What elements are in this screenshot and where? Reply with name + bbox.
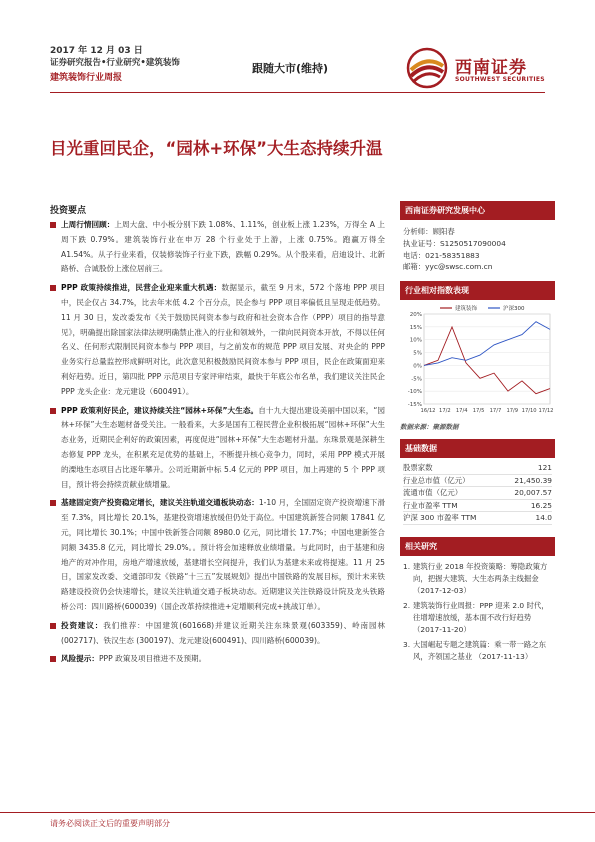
relative-index-chart	[400, 300, 555, 420]
section-title-key-points: 投资要点	[50, 206, 87, 216]
basic-data-label: 流通市值（亿元）	[403, 488, 463, 498]
x-tick-label: 17/2	[439, 408, 451, 415]
plot-frame	[424, 314, 550, 404]
y-tick-label: -10%	[407, 389, 422, 396]
key-point-lead: 风险提示：	[61, 654, 99, 664]
key-point-lead: 上周行情回顾：	[61, 220, 115, 229]
basic-data-value: 16.25	[530, 500, 552, 510]
footer-divider	[0, 812, 595, 813]
analyst-line: 分析师：顾阳春	[403, 227, 455, 236]
analyst-info	[400, 220, 555, 281]
series-line-0	[424, 327, 550, 394]
basic-data-row	[403, 500, 552, 513]
company-logo	[405, 45, 555, 91]
sidebar	[400, 201, 555, 671]
x-tick-label: 17/5	[472, 408, 485, 415]
basic-data-value: 21,450.39	[514, 475, 552, 485]
basic-data-label: 行业总市值（亿元）	[403, 475, 470, 485]
key-point-text: 我们推荐：中国建筑(601668)并建议近期关注东珠景观(603359)、岭南园林 (002717)、铁汉生态 (300197)、龙元建设(600491)、四川路桥(600039)。	[61, 620, 386, 645]
y-tick-label: 10%	[409, 337, 422, 344]
header-divider	[50, 92, 545, 93]
key-point-text: PPP 政策及项目推进不及预期。	[98, 654, 207, 664]
key-point-lead: 基建固定资产投资稳定增长，建议关注轨道交通板块动态：	[61, 498, 259, 508]
key-point-paragraph	[50, 652, 385, 667]
bullet-square-icon	[50, 222, 56, 228]
report-date: 2017 年 12 月 03 日	[50, 46, 143, 56]
key-point-text: 自十九大提出建设美丽中国以来，“园林+环保”大生态题材备受关注。一般看来，大多是国有工程民营企业积极拓展“园林+环保”大生态业务，近期民企利好的政策因素，再度促进“园林+环保”大生态题材升温。东珠景观是深耕生态修复 PPP 龙头，在积累充足优势的基础上，不断提升核心竞争力，同时，采用 PPP 模式开展的溧地生态项目占比逐年攀升。公司近期新中标 5.4 亿元的 PPP 项目，加上再建的 5 个 PPP 项目，预计将会持续贡献业绩增量。	[61, 405, 385, 489]
footer-disclaimer[interactable]: 请务必阅读正文后的重要声明部分	[50, 819, 170, 828]
y-tick-label: 20%	[409, 312, 422, 319]
related-research-text: 大国崛起专题之建筑篇：乘一带一路之东风，齐领国之基业 （2017-11-13）	[413, 639, 547, 661]
bullet-square-icon	[50, 408, 56, 414]
basic-data-label: 股票家数	[403, 463, 433, 473]
chart-svg	[400, 300, 555, 418]
y-tick-label: -15%	[407, 402, 422, 409]
related-research-text: 建筑行业 2018 年投资策略：筹隐政策方向，把握大建筑、大生态两条主线掘金 （2017-12-03）	[413, 561, 548, 595]
y-tick-label: 5%	[413, 350, 422, 357]
basic-data-row	[403, 487, 552, 500]
key-point-paragraph	[50, 404, 385, 493]
related-research-text: 建筑装饰行业周报：PPP 迎来 2.0 时代，往增增速放缓，基本面不改行好趋势 （2017-11-20）	[413, 600, 549, 634]
x-tick-label: 17/10	[521, 408, 537, 415]
key-point-lead: 投资建议：	[61, 620, 104, 630]
bullet-square-icon	[50, 623, 56, 629]
x-tick-label: 16/12	[420, 408, 436, 415]
related-research-item[interactable]	[403, 561, 552, 597]
related-research-item[interactable]	[403, 639, 552, 663]
basic-data-header: 基础数据	[400, 439, 555, 458]
y-tick-label: -5%	[411, 376, 422, 383]
x-tick-label: 17/7	[489, 408, 502, 415]
chart-header: 行业相对指数表现	[400, 281, 555, 300]
basic-data-value: 121	[537, 463, 552, 473]
key-point-paragraph	[50, 281, 385, 399]
analyst-line: 邮箱：yyc@swsc.com.cn	[403, 262, 493, 272]
legend-label: 沪深300	[503, 306, 525, 313]
related-research-number: 3.	[403, 639, 411, 649]
related-research-header: 相关研究	[400, 537, 555, 556]
key-point-paragraph	[50, 496, 385, 614]
y-tick-label: 0%	[413, 363, 422, 370]
research-center-header: 西南证券研究发展中心	[400, 201, 555, 220]
related-research-list	[400, 556, 555, 671]
x-tick-label: 17/9	[506, 408, 519, 415]
key-point-text: 上周大盘、中小板分别下跌 1.08%、1.11%，创业板上涨 1.23%，万得全 A 上周下跌 0.79%。建筑装饰行业在申万 28 个行业处于上游，上涨 0.75%。跑赢万得全 A1.54%。从子行业来看，仅装修装饰子行业下跌，跌幅 0.29%。从个股来看，启迪设计、北新路桥、合诚股份上涨位居前三。	[61, 220, 386, 274]
chart-source: 数据来源：聚源数据	[400, 423, 459, 432]
series-line-1	[424, 322, 550, 366]
key-point-text: 数据显示，截至 9 月末，572 个落地 PPP 项目中，民企仅占 34.7%，比去年末低 4.2 个百分点，民企参与 PPP 项目率偏低且呈现走低趋势。11 月 30 日，发改委发布《关于鼓励民间资本参与政府和社会资本合作（PPP）项目的指导意见》，明确提出除国家法律法规明确禁止准入的行业和领域外，一律向民间资本开放，不得以任何名义、任何形式限制民间资本参与 PPP 项目，与之前发布的规范 PPP 项目发展、对央企的 PPP 业务实行总量监控形成鲜明对比，此次意见积极鼓励民间资本参与 PPP 项目，民企在政策面迎来利好趋势。近日，第四批 PPP 示范项目专家评审结束，最快于年底公布名单，我们建议关注民企 PPP 龙头企业：龙元建设（600491）。	[61, 283, 385, 396]
logo-emblem-icon	[405, 47, 449, 89]
basic-data-row	[403, 512, 552, 525]
key-point-lead: PPP 政策利好民企，建议持续关注“园林+环保”大生态。	[61, 405, 259, 415]
related-research-item[interactable]	[403, 600, 552, 636]
logo-subtext: SOUTHWEST SECURITIES	[455, 76, 545, 83]
key-point-text: 1-10 月，全国固定资产投资增速下滑至 7.3%，同比增长 20.1%，基建投资增速放缓但仍处于高位。中国建筑新签合同额 17841 亿元，同比增长 30.1%；中国中铁新签合同额 8980.0 亿元，同比增长 17.7%；中国电建新签合同额 3435.8 亿元，同比增长 29.0%。。预计将会加速释放业绩增量。与此同时，由于基建和房地产的对冲作用，房地产增速放缓，基建增长空间提升，我们认为基建未来或将提速。11 月 25 日，国家发改委、交通部印发《铁路“十三五”发展规划》提出中国铁路的发展目标，预计未来铁路建设投资仍会快速增长，建议关注轨道交通子板块动态。近期建议关注铁路设计院及龙头铁路桥公司：四川路桥(600039)（国企改革持续推进+定增顺利完成+挑战订单）。	[61, 498, 385, 611]
basic-data-value: 20,007.57	[514, 488, 552, 498]
related-research-number: 2.	[403, 600, 411, 610]
logo-text: 西南证券	[455, 58, 527, 78]
weekly-title: 建筑装饰行业周报	[50, 73, 123, 83]
key-points-body	[50, 218, 385, 671]
basic-data-row	[403, 462, 552, 475]
rating: 跟随大市(维持)	[252, 62, 329, 75]
key-point-lead: PPP 政策持续推进，民营企业迎来重大机遇：	[61, 283, 222, 293]
related-research-number: 1.	[403, 561, 411, 571]
analyst-line: 执业证号：S1250517090004	[403, 238, 506, 248]
basic-data-value: 14.0	[535, 513, 552, 523]
basic-data-table	[400, 458, 555, 529]
bullet-square-icon	[50, 285, 56, 291]
report-title: 目光重回民企，“园林+环保”大生态持续升温	[50, 139, 383, 158]
x-tick-label: 17/12	[538, 408, 554, 415]
bullet-square-icon	[50, 500, 56, 506]
analyst-line: 电话：021-58351883	[403, 250, 480, 260]
key-point-paragraph	[50, 218, 385, 277]
legend-label: 建筑装饰	[455, 306, 478, 313]
basic-data-row	[403, 475, 552, 488]
report-type: 证券研究报告•行业研究•建筑装饰	[50, 58, 180, 68]
y-tick-label: 15%	[409, 325, 422, 332]
basic-data-label: 沪深 300 市盈率 TTM	[403, 513, 477, 523]
x-tick-label: 17/4	[455, 408, 468, 415]
bullet-square-icon	[50, 656, 56, 662]
basic-data-label: 行业市盈率 TTM	[403, 500, 458, 510]
key-point-paragraph	[50, 619, 385, 649]
